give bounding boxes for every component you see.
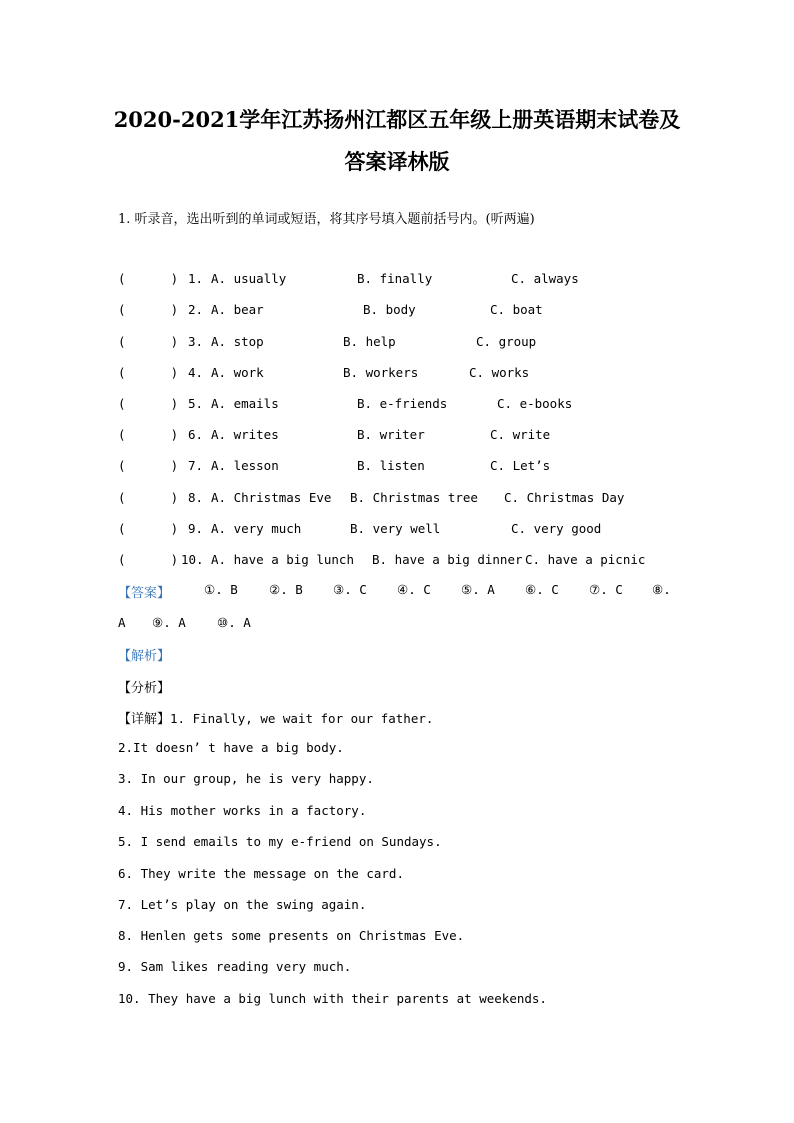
question-number: 8. <box>188 490 204 505</box>
detail-sentence: 4. His mother works in a factory. <box>118 803 367 818</box>
option-b: B. have a big dinner <box>372 552 523 567</box>
detail-sentence: 10. They have a big lunch with their parents at weekends. <box>118 991 547 1006</box>
question-row <box>0 396 794 416</box>
answer-row-2 <box>0 615 794 635</box>
answer-item: ⑩. A <box>217 615 251 630</box>
question-row <box>0 458 794 478</box>
option-c: C. very good <box>511 521 602 536</box>
option-a: A. have a big lunch <box>211 552 354 567</box>
option-c: C. e-books <box>497 396 573 411</box>
detail-sentence: 2.It doesn’ t have a big body. <box>118 740 344 755</box>
detail-first-line <box>118 708 433 727</box>
option-c: C. always <box>511 271 579 286</box>
question-number: 6. <box>188 427 204 442</box>
detail-sentence: 3. In our group, he is very happy. <box>118 771 374 786</box>
option-a: A. stop <box>211 334 264 349</box>
question-row <box>0 271 794 291</box>
option-c: C. write <box>490 427 551 442</box>
answer-row-1 <box>0 582 794 602</box>
detail-sentence: 6. They write the message on the card. <box>118 866 404 881</box>
detail-sentence: 1. Finally, we wait for our father. <box>170 711 434 726</box>
question-number: 9. <box>188 521 204 536</box>
question-number: 1. <box>188 271 204 286</box>
fenxi-label: 【分析】 <box>118 681 171 696</box>
option-c: C. works <box>469 365 530 380</box>
option-b: B. Christmas tree <box>350 490 478 505</box>
answer-item: ⑦. C <box>589 582 623 597</box>
question-number: 10. <box>181 552 204 567</box>
option-b: B. body <box>363 302 416 317</box>
answer-bracket: ( ) <box>118 396 179 411</box>
detail-sentence: 8. Henlen gets some presents on Christmas Eve. <box>118 928 465 943</box>
question-number: 5. <box>188 396 204 411</box>
option-c: C. Christmas Day <box>504 490 625 505</box>
question-number: 2. <box>188 302 204 317</box>
option-b: B. finally <box>357 271 433 286</box>
option-b: B. help <box>343 334 396 349</box>
answer-item: ③. C <box>333 582 367 597</box>
option-a: A. very much <box>211 521 302 536</box>
option-b: B. writer <box>357 427 425 442</box>
option-a: A. lesson <box>211 458 279 473</box>
option-c: C. group <box>476 334 537 349</box>
analysis-label: 【解析】 <box>118 649 171 664</box>
answer-item: ⑨. A <box>152 615 186 630</box>
detail-sentence: 9. Sam likes reading very much. <box>118 959 352 974</box>
option-b: B. workers <box>343 365 419 380</box>
option-a: A. emails <box>211 396 279 411</box>
question-instruction: 1. 听录音，选出听到的单词或短语，将其序号填入题前括号内。(听两遍) <box>118 212 535 227</box>
option-a: A. usually <box>211 271 287 286</box>
option-c: C. have a picnic <box>525 552 646 567</box>
answer-bracket: ( ) <box>118 427 179 442</box>
question-row <box>0 521 794 541</box>
document-title-line-1: 2020-2021学年江苏扬州江都区五年级上册英语期末试卷及 <box>113 107 681 132</box>
answer-bracket: ( ) <box>118 365 179 380</box>
option-c: C. Let’s <box>490 458 551 473</box>
answer-bracket: ( ) <box>118 271 179 286</box>
option-c: C. boat <box>490 302 543 317</box>
option-b: B. listen <box>357 458 425 473</box>
answer-bracket: ( ) <box>118 552 179 567</box>
question-number: 4. <box>188 365 204 380</box>
detail-label: 【详解】 <box>118 712 171 727</box>
answer-bracket: ( ) <box>118 302 179 317</box>
detail-sentence: 7. Let’s play on the swing again. <box>118 897 367 912</box>
answer-bracket: ( ) <box>118 521 179 536</box>
question-number: 3. <box>188 334 204 349</box>
answer-item: ⑤. A <box>461 582 495 597</box>
answer-item: A <box>118 615 126 630</box>
answer-item: ⑥. C <box>525 582 559 597</box>
question-row <box>0 552 794 572</box>
option-a: A. bear <box>211 302 264 317</box>
answer-label: 【答案】 <box>118 586 171 601</box>
question-number: 7. <box>188 458 204 473</box>
answer-bracket: ( ) <box>118 458 179 473</box>
answer-item: ⑧. <box>652 582 671 597</box>
answer-bracket: ( ) <box>118 334 179 349</box>
question-row <box>0 427 794 447</box>
answer-item: ②. B <box>269 582 303 597</box>
option-b: B. very well <box>350 521 441 536</box>
question-row <box>0 365 794 385</box>
question-row <box>0 302 794 322</box>
question-row <box>0 490 794 510</box>
option-a: A. Christmas Eve <box>211 490 332 505</box>
question-row <box>0 334 794 354</box>
option-a: A. writes <box>211 427 279 442</box>
document-title-line-2: 答案译林版 <box>344 149 450 174</box>
answer-item: ④. C <box>397 582 431 597</box>
detail-sentence: 5. I send emails to my e-friend on Sundays. <box>118 834 442 849</box>
option-a: A. work <box>211 365 264 380</box>
answer-item: ①. B <box>204 582 238 597</box>
option-b: B. e-friends <box>357 396 448 411</box>
answer-bracket: ( ) <box>118 490 179 505</box>
